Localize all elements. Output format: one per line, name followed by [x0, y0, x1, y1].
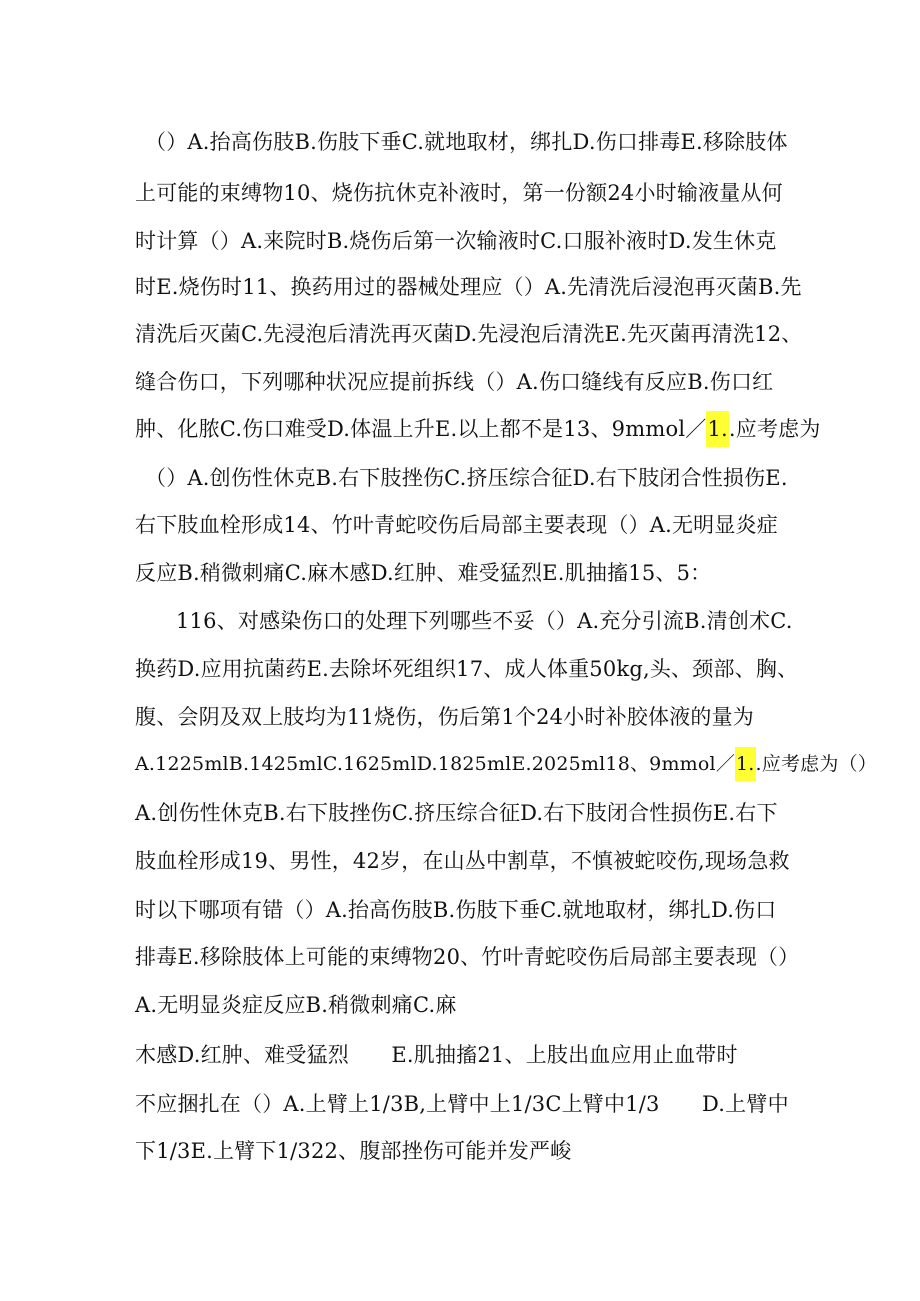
text-line: （）A.创伤性休克B.右下肢挫伤C.挤压综合征D.右下肢闭合性损伤E. — [145, 466, 788, 490]
text-segment: .应考虑为（） — [755, 753, 877, 775]
text-line: 换药D.应用抗菌药E.去除坏死组织17、成人体重50kg,头、颈部、胸、 — [135, 657, 799, 681]
text-line: 时E.烧伤时11、换药用过的器械处理应（）A.先清洗后浸泡再灭菌B.先 — [135, 275, 802, 299]
text-line: （）A.抬高伤肢B.伤肢下垂C.就地取材，绑扎D.伤口排毒E.移除肢体 — [145, 130, 788, 154]
text-segment: A.1225mlB.1425mlC.1625mlD.1825mlE.2025ml18、9mmol／ — [135, 753, 736, 775]
text-line — [135, 414, 821, 444]
text-line: 下1/3E.上臂下1/322、腹部挫伤可能并发严峻 — [135, 1139, 572, 1163]
text-line: 时计算（）A.来院时B.烧伤后第一次输液时C.口服补液时D.发生休克 — [135, 229, 777, 253]
text-segment: .应考虑为 — [728, 417, 821, 441]
text-line: 116、对感染伤口的处理下列哪些不妥（）A.充分引流B.清创术C. — [176, 609, 793, 633]
text-line: 腹、会阴及双上肢均为11烧伤，伤后第1个24小时补胶体液的量为 — [135, 705, 755, 729]
text-line: 不应捆扎在（）A.上臂上1/3B,上臂中上1/3C上臂中1/3 D.上臂中 — [135, 1092, 789, 1116]
text-line: 上可能的束缚物10、烧伤抗休克补液时，第一份额24小时输液量从何 — [135, 181, 783, 205]
text-line: A.创伤性休克B.右下肢挫伤C.挤压综合征D.右下肢闭合性损伤E.右下 — [135, 801, 778, 825]
text-line: 肢血栓形成19、男性，42岁，在山丛中割草，不慎被蛇咬伤,现场急救 — [135, 849, 790, 873]
text-line: 清洗后灭菌C.先浸泡后清洗再灭菌D.先浸泡后清洗E.先灭菌再清洗12、 — [135, 322, 803, 346]
text-line — [135, 749, 877, 779]
text-line: 排毒E.移除肢体上可能的束缚物20、竹叶青蛇咬伤后局部主要表现（） — [135, 945, 800, 969]
text-line: 时以下哪项有错（）A.抬高伤肢B.伤肢下垂C.就地取材，绑扎D.伤口 — [135, 898, 777, 922]
text-line: 木感D.红肿、难受猛烈 E.肌抽搐21、上肢出血应用止血带时 — [135, 1043, 738, 1067]
text-line: 缝合伤口，下列哪种状况应提前拆线（）A.伤口缝线有反应B.伤口红 — [135, 370, 774, 394]
highlighted-text: 1. — [735, 747, 756, 781]
highlighted-text: 1. — [706, 411, 728, 447]
text-line: 右下肢血栓形成14、竹叶青蛇咬伤后局部主要表现（）A.无明显炎症 — [135, 513, 778, 537]
text-line: 反应B.稍微刺痛C.麻木感D.红肿、难受猛烈E.肌抽搐15、5： — [135, 561, 712, 585]
text-line: A.无明显炎症反应B.稍微刺痛C.麻 — [135, 993, 457, 1017]
text-segment: 肿、化脓C.伤口难受D.体温上升E.以上都不是13、9mmol／ — [135, 417, 707, 441]
